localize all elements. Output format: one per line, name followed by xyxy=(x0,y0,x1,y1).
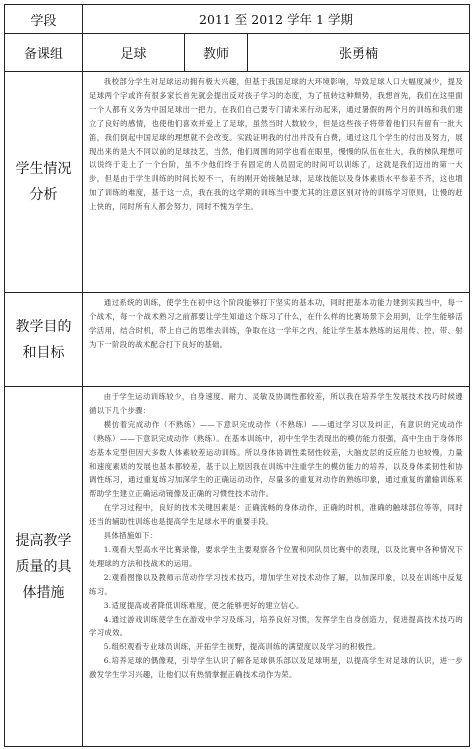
teacher-value: 张勇楠 xyxy=(247,34,469,71)
term-label: 学段 xyxy=(30,13,57,29)
measures-row xyxy=(5,387,469,746)
goals-content xyxy=(82,293,469,386)
measures-content xyxy=(82,387,469,746)
analysis-row xyxy=(5,72,469,293)
goals-paragraph: 通过系统的训练，使学生在初中这个阶段能够打下坚实的基本功，同时把基本功能力建到实践当中，每一个战术，每一个战术熟习之前都要让学生知道这个练习了什么，在什么样的比赛场景下会用到，让学生能够活学活用，结合时机，带上自己的思维去训练，争取在这一学年之内，能让学生基本熟练的运用传、控、带、射为下一阶段的战术配合打下良好的基础。 xyxy=(89,298,463,349)
measures-paragraph: 2.观看图像以及教师示范动作学习技术技巧，增加学生对技术动作了解，以加深印象，以及在训练中反复练习。 xyxy=(89,572,463,596)
analysis-label: 学生情况分析 xyxy=(15,161,72,203)
teacher-label: 教师 xyxy=(184,34,247,71)
measures-paragraph: 3.适度提高或者降低训练难度，使之能够更好的建立信心。 xyxy=(103,600,304,610)
analysis-paragraph: 我校部分学生对足球运动拥有极大兴趣，但基于我国足球的大环境影响，导致足球人口大幅度减少，提及足球两个字或许有很多家长首先就会提出反对孩子学习的态度，为了扭转这种颓势，我想首先，我们在这里面一个人都有义务为中国足球出一把力，在我们自己要专门请未来行动起来，通过暑假的两个月的训练和我们建立了良好的感情，也使他们喜欢并爱上了足球，虽然当时人数较少，但是这些孩子将带着他们只有留有一批大笛，我们倒起中国足球的理想就不会改变。实践证明我的付出并没有白费，通过这几个学生的付出及努力，展现出来的是大不同以前的足球技艺，当然，他们周围的同学也看在眼里，慢慢的队伍在壮大，我的梯队理想可以说终于走上了一个台阶，虽不少他们终于有固定的人员固定的时间可以训练了，这就是我们迈出的第一大步，但是由于学生训练的时间长短不一，有的刚开始接触足球，足球技能以及身体素质水平参差不齐，这也增加了训练的难度，基于这一点，我在我的这学期的训练当中要尤其的注意区别对待的训练学习原则，让慢的赶上快的，同时所有人都会努力，同时不愧为学生。 xyxy=(89,77,463,212)
group-value: 足球 xyxy=(82,34,184,71)
goals-label: 教学目的和目标 xyxy=(15,318,72,361)
measures-paragraph: 5.组织观看专业球员训练，开拓学生视野，提高训练的满望度以及学习的积极性。 xyxy=(103,642,381,652)
term-row xyxy=(5,5,469,34)
term-value: 2011 至 2012 学年 1 学期 xyxy=(82,5,469,33)
measures-paragraph: 模仿着完成动作（不熟练）——下意识完成动作（不熟练）——通过学习以及纠正，有意识的完成动作（熟练）——下意识完成动作（熟练）。在基本训练中，初中生学生表现出的模仿能力很强，高中生由于身体形态基本定型但因大多数人体素较差运动训练。所以身体协调性柔韧性较差，大脑皮层的反应能力也较慢，力量和速度素质的发展也基本都较差，基于以上原因我在训练中注重学生的模仿能力的培养，以及身体柔韧性和协调性练习，通过重复练习加深学生的正确运动动作，尽量多的重复对动作的熟练印象，通过重复的灌输训练来帮助学生建立正确运动镜像及正确的习惯性技术动作。 xyxy=(89,419,463,499)
measures-paragraph: 具体措施如下： xyxy=(103,531,158,541)
goals-row xyxy=(5,293,469,387)
measures-paragraph: 4.通过游戏训练使学生在游戏中学习及练习，培养良好习惯，发挥学生自身创造力，促进提高技术技巧的学习成效。 xyxy=(89,614,463,638)
measures-label: 提高教学质量的具体措施 xyxy=(15,532,72,601)
lesson-plan-table xyxy=(4,4,470,747)
measures-paragraph: 在学习过程中，良好的技术关键因素是：正确流畅的身体动作，正确的时机，准确的触球部位等等，同时还当的辅助性训练也是提高学生足球水平的重要手段。 xyxy=(89,503,463,527)
measures-paragraph: 1.观看大型高水平比赛录像，要求学生主要观察各个位置和同队员比赛中的表现，以及比赛中各种情况下处理球的方法和技战术的运用。 xyxy=(89,544,463,568)
analysis-content xyxy=(82,72,469,292)
group-label: 备课组 xyxy=(23,47,63,62)
group-row xyxy=(5,34,469,72)
measures-paragraph: 6.培养足球的偶像观，引导学生认识了解各足球俱乐部以及足球明星，以提高学生对足球的认识，进一步激发学生学习兴趣，让他们以有热情掌握正确技术动作为荣。 xyxy=(89,656,463,680)
measures-paragraph: 由于学生运动训练较少，自身速度、耐力、灵敏及协调性都较差，所以我在培养学生发展技术技巧时候遵循以下几个步骤： xyxy=(89,392,463,415)
